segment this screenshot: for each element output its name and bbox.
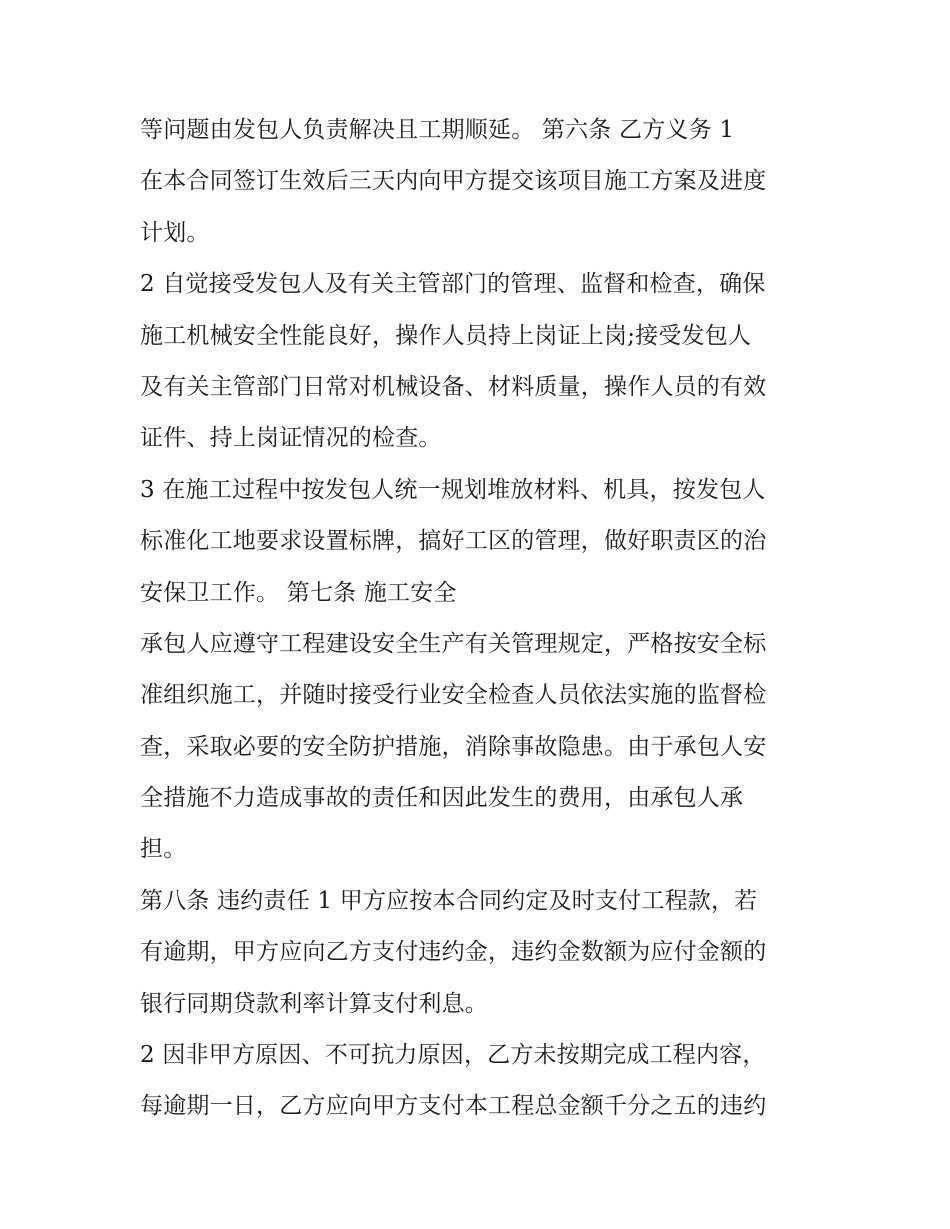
text-line: 2 因非甲方原因、不可抗力原因，乙方未按期完成工程内容， (140, 1042, 766, 1069)
text-line: 证件、持上岗证情况的检查。 (140, 425, 442, 452)
text-line: 担。 (140, 836, 187, 863)
text-line: 计划。 (140, 219, 210, 246)
text-line: 施工机械安全性能良好，操作人员持上岗证上岗;接受发包人 (140, 322, 752, 349)
text-line: 准组织施工，并随时接受行业安全检查人员依法实施的监督检 (140, 682, 767, 709)
text-line: 2 自觉接受发包人及有关主管部门的管理、监督和检查，确保 (140, 271, 766, 298)
text-line: 全措施不力造成事故的责任和因此发生的费用，由承包人承 (140, 785, 744, 812)
contract-text (140, 108, 820, 1136)
text-line: 及有关主管部门日常对机械设备、材料质量，操作人员的有效 (140, 373, 767, 400)
text-line: 有逾期，甲方应向乙方支付违约金，违约金数额为应付金额的 (140, 939, 767, 966)
text-line: 在本合同签订生效后三天内向甲方提交该项目施工方案及进度 (140, 168, 767, 195)
text-line: 等问题由发包人负责解决且工期顺延。 第六条 乙方义务 1 (140, 117, 735, 143)
text-line: 承包人应遵守工程建设安全生产有关管理规定，严格按安全标 (140, 630, 767, 657)
text-line: 银行同期贷款利率计算支付利息。 (140, 990, 488, 1017)
text-line: 标准化工地要求设置标牌，搞好工区的管理，做好职责区的治 (140, 528, 767, 555)
text-line: 每逾期一日，乙方应向甲方支付本工程总金额千分之五的违约 (140, 1093, 767, 1120)
text-line: 第八条 违约责任 1 甲方应按本合同约定及时支付工程款，若 (140, 887, 758, 914)
text-line: 查，采取必要的安全防护措施，消除事故隐患。由于承包人安 (140, 733, 767, 760)
text-line: 3 在施工过程中按发包人统一规划堆放材料、机具，按发包人 (140, 476, 766, 503)
text-line: 安保卫工作。 第七条 施工安全 (140, 579, 457, 606)
